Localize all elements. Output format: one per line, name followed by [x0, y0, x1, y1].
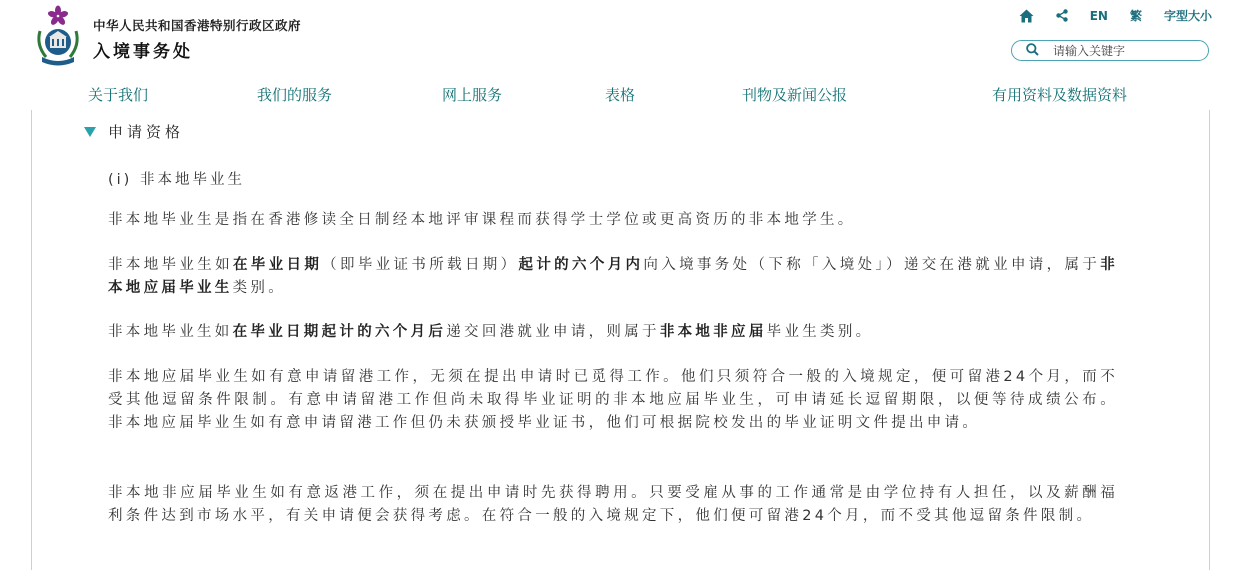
search-box — [1011, 40, 1209, 61]
nav-about-us[interactable]: 关于我们 — [88, 86, 149, 104]
section-title: 申请资格 — [108, 123, 185, 141]
department-name[interactable]: 入境事务处 — [93, 42, 193, 62]
nav-online-services[interactable]: 网上服务 — [442, 86, 503, 104]
government-name: 中华人民共和国香港特别行政区政府 — [93, 18, 302, 33]
paragraph-fresh-graduate-conditions: 非本地应届毕业生如有意申请留港工作，无须在提出申请时已觅得工作。他们只须符合一般的入境规定，便可留港24个月，而不受其他逗留条件限制。有意申请留港工作但尚未取得毕业证明的非本地应届毕业生，可申请延长逗留期限，以便等待成绩公布。非本地应届毕业生如有意申请留港工作但仍未获颁授毕业证书，他们可根据院校发出的毕业证明文件提出申请。 — [108, 369, 1118, 431]
language-en-link[interactable]: EN — [1089, 8, 1108, 23]
sub-heading: (i) 非本地毕业生 — [108, 172, 245, 188]
font-size-link[interactable]: 字型大小 — [1163, 9, 1212, 23]
search-icon[interactable] — [1026, 41, 1039, 60]
nav-publications-press-releases[interactable]: 刊物及新闻公报 — [742, 86, 848, 104]
home-icon[interactable] — [1019, 9, 1034, 23]
search-input[interactable] — [1051, 43, 1195, 59]
paragraph-non-fresh-graduates: 非本地毕业生如在毕业日期起计的六个月后递交回港就业申请，则属于非本地非应届毕业生类别。 — [108, 324, 874, 340]
paragraph-fresh-graduates: 非本地毕业生如在毕业日期（即毕业证书所载日期）起计的六个月内向入境事务处（下称「入境处」）递交在港就业申请，属于非本地应届毕业生类别。 — [108, 257, 1118, 296]
nav-useful-information[interactable]: 有用资料及数据资料 — [992, 86, 1128, 104]
immd-emblem-logo[interactable] — [32, 5, 84, 67]
language-traditional-chinese-link[interactable]: 繁 — [1129, 9, 1142, 23]
triangle-down-icon — [84, 127, 96, 137]
paragraph-non-fresh-conditions: 非本地非应届毕业生如有意返港工作，须在提出申请时先获得聘用。只要受雇从事的工作通常是由学位持有人担任，以及薪酬福利条件达到市场水平，有关申请便会获得考虑。在符合一般的入境规定下，他们便可留港24个月，而不受其他逗留条件限制。 — [108, 485, 1118, 524]
utility-bar — [1019, 7, 1212, 24]
paragraph-definition: 非本地毕业生是指在香港修读全日制经本地评审课程而获得学士学位或更高资历的非本地学生。 — [108, 212, 856, 228]
eligibility-accordion-header[interactable] — [84, 121, 184, 142]
nav-forms[interactable]: 表格 — [605, 86, 636, 104]
main-navigation — [0, 84, 1242, 110]
nav-our-services[interactable]: 我们的服务 — [257, 86, 333, 104]
share-icon[interactable] — [1056, 9, 1068, 22]
